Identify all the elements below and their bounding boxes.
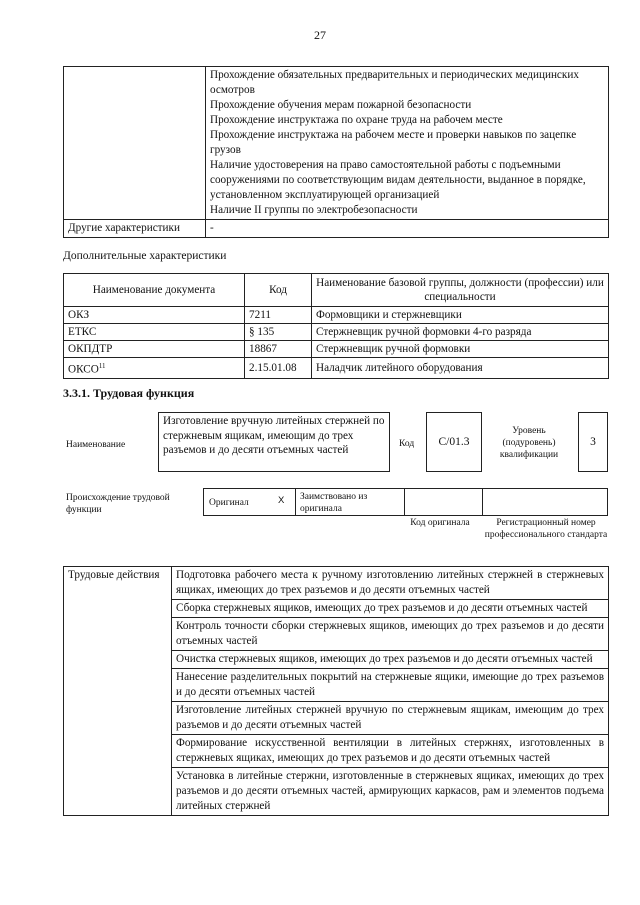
requirements-table (63, 66, 609, 238)
labor-action: Установка в литейные стержни, изготовленные в стержневых ящиках, имеющих до трех разъемов и до десяти отъемных частей, армирующих каркасов, рам и элементов подъема литейных стержней (172, 768, 609, 816)
doc-cell: ОКЗ (64, 307, 245, 324)
doc-cell: ЕТКС (64, 324, 245, 341)
footnote-mark: 11 (98, 362, 106, 370)
other-characteristics-value: - (206, 220, 609, 238)
column-header-document: Наименование документа (64, 274, 245, 307)
requirement-line: Прохождение инструктажа на рабочем месте и проверки навыков по зацепке грузов (210, 129, 577, 156)
table-row (64, 67, 609, 220)
origin-code-cell (404, 488, 483, 516)
table-cell-label (64, 67, 206, 220)
table-row (64, 341, 609, 358)
code-cell: 18867 (245, 341, 312, 358)
original-cell (203, 488, 296, 516)
requirement-line: Прохождение инструктажа по охране труда на рабочем месте (210, 114, 503, 126)
function-name-box: Изготовление вручную литейных стержней по стержневым ящикам, имеющим до трех разъемов и до десяти отъемных частей (158, 412, 390, 472)
labor-action: Контроль точности сборки стержневых ящиков, имеющих до трех разъемов и до десяти отъемных частей (172, 618, 609, 651)
requirement-line: Прохождение обучения мерам пожарной безопасности (210, 99, 472, 111)
table-row (64, 220, 609, 238)
code-cell: § 135 (245, 324, 312, 341)
doc-text: ОКСО (68, 363, 99, 376)
labor-actions-table (63, 566, 609, 816)
column-header-name: Наименование базовой группы, должности (профессии) или специальности (312, 274, 609, 307)
labor-action: Очистка стержневых ящиков, имеющих до трех разъемов и до десяти отъемных частей (172, 651, 609, 669)
original-label: Оригинал (209, 498, 249, 508)
name-cell: Стержневщик ручной формовки 4-го разряда (312, 324, 609, 341)
labor-action: Нанесение разделительных покрытий на стержневые ящики, имеющие до трех разъемов и до десяти отъемных частей (172, 669, 609, 702)
table-row (64, 324, 609, 341)
labor-action: Подготовка рабочего места к ручному изготовлению литейных стержней в стержневых ящиках, имеющих до трех разъемов и до десяти отъемных частей (172, 567, 609, 600)
name-cell: Наладчик литейного оборудования (312, 358, 609, 379)
page-number: 27 (314, 28, 326, 42)
original-mark: X (278, 495, 285, 506)
labor-action: Изготовление литейных стержней вручную по стержневым ящикам, имеющим до трех разъемов и до десяти отъемных частей (172, 702, 609, 735)
qualification-level-label: Уровень (подуровень) квалификации (499, 426, 559, 460)
requirement-line: Наличие удостоверения на право самостоятельной работы с подъемными сооружениями по соответствующим видам деятельности, выданное в порядке, установленном эксплуатирующей организацией (210, 159, 586, 201)
requirement-line: Наличие II группы по электробезопасности (210, 204, 418, 216)
additional-characteristics-caption: Дополнительные характеристики (63, 250, 227, 262)
table-header-row (64, 274, 609, 307)
reg-number-label: Регистрационный номер профессионального стандарта (484, 518, 608, 540)
code-cell: 7211 (245, 307, 312, 324)
doc-cell: ОКПДТР (64, 341, 245, 358)
additional-characteristics-table (63, 273, 609, 379)
borrowed-cell (295, 488, 405, 516)
labor-actions-label: Трудовые действия (64, 567, 172, 816)
function-name-label: Наименование (66, 440, 126, 450)
table-cell-requirements (206, 67, 609, 220)
table-row (64, 307, 609, 324)
doc-cell (64, 358, 245, 379)
borrowed-label: Заимствовано из оригинала (300, 492, 368, 514)
table-row (64, 567, 609, 600)
origin-code-label: Код оригинала (410, 518, 470, 528)
function-code-box: C/01.3 (426, 412, 482, 472)
labor-action: Формирование искусственной вентиляции в литейных стержнях, изготовленных в стержневых ящиках, имеющих до трех разъемов и до десяти отъемных частей (172, 735, 609, 768)
function-code-label: Код (399, 439, 415, 449)
reg-number-cell (482, 488, 608, 516)
other-characteristics-label: Другие характеристики (64, 220, 206, 238)
function-origin-label: Происхождение трудовой функции (66, 493, 170, 515)
qualification-level-box: 3 (578, 412, 608, 472)
table-row (64, 358, 609, 379)
requirement-line: Прохождение обязательных предварительных и периодических медицинских осмотров (210, 69, 579, 96)
function-heading: 3.3.1. Трудовая функция (63, 386, 195, 400)
name-cell: Стержневщик ручной формовки (312, 341, 609, 358)
name-cell: Формовщики и стержневщики (312, 307, 609, 324)
code-cell: 2.15.01.08 (245, 358, 312, 379)
labor-action: Сборка стержневых ящиков, имеющих до трех разъемов и до десяти отъемных частей (172, 600, 609, 618)
origin-row (203, 488, 608, 516)
column-header-code: Код (245, 274, 312, 307)
